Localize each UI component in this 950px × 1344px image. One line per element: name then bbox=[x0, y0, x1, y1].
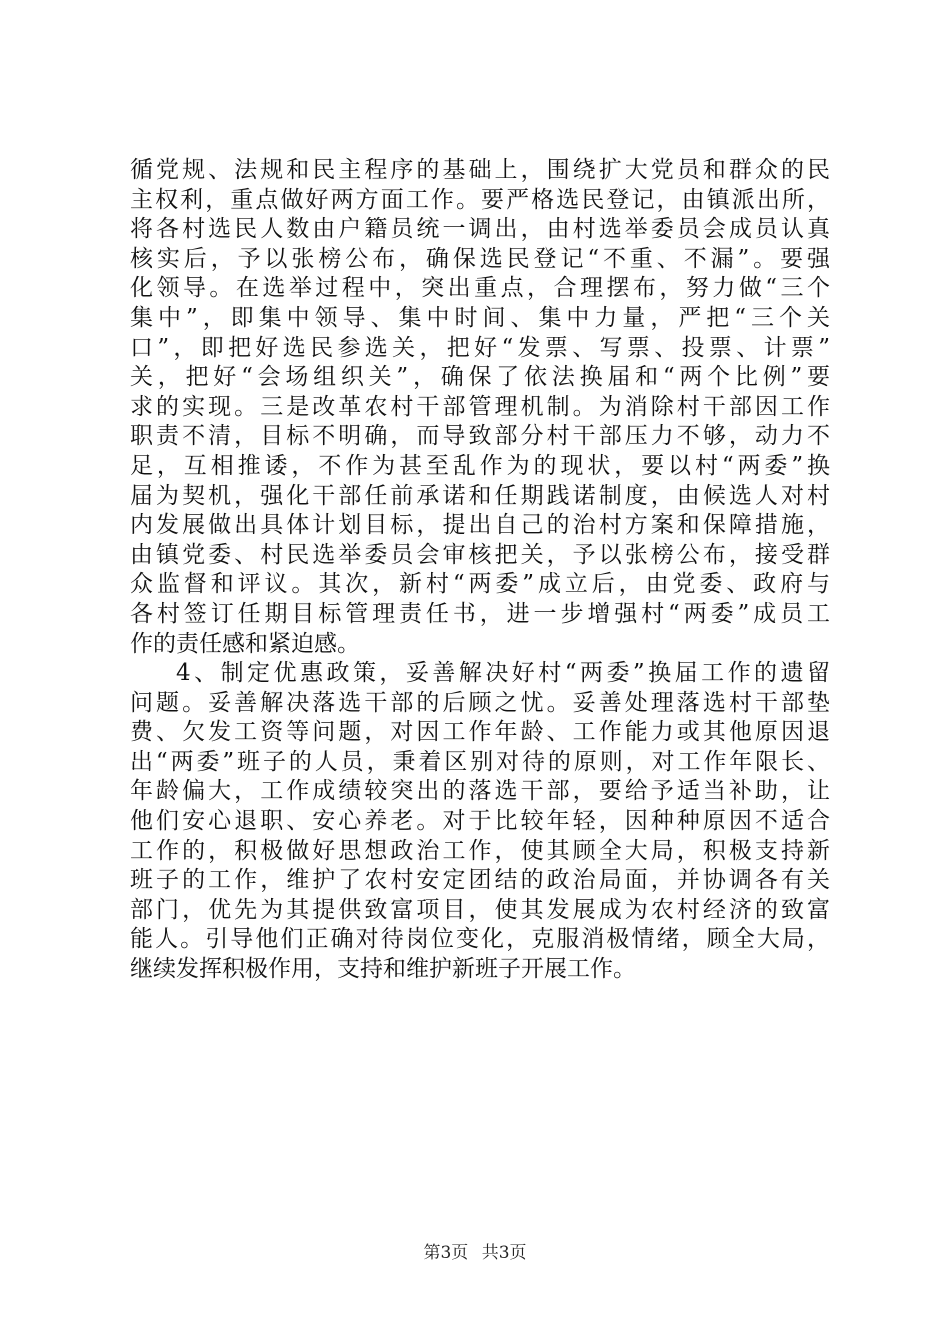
text-line: 口”，即把好选民参选关，把好“发票、写票、投票、计票” bbox=[130, 334, 830, 361]
text-line: 将各村选民人数由户籍员统一调出，由村选举委员会成员认真 bbox=[130, 216, 830, 243]
text-line: 4、制定优惠政策，妥善解决好村“两委”换届工作的遗留 bbox=[176, 660, 830, 687]
text-line: 化领导。在选举过程中，突出重点，合理摆布，努力做“三个 bbox=[130, 275, 830, 302]
text-line: 届为契机，强化干部任前承诺和任期践诺制度，由候选人对村 bbox=[130, 482, 830, 509]
text-line: 由镇党委、村民选举委员会审核把关，予以张榜公布，接受群 bbox=[130, 541, 830, 568]
text-line: 作的责任感和紧迫感。 bbox=[130, 630, 360, 657]
text-line: 继续发挥积极作用，支持和维护新班子开展工作。 bbox=[130, 956, 636, 983]
text-line: 足，互相推诿，不作为甚至乱作为的现状，要以村“两委”换 bbox=[130, 452, 830, 479]
page-total: 共3页 bbox=[481, 1243, 527, 1263]
text-line: 班子的工作，维护了农村安定团结的政治局面，并协调各有关 bbox=[130, 867, 830, 894]
text-line: 各村签订任期目标管理责任书，进一步增强村“两委”成员工 bbox=[130, 600, 830, 627]
text-line: 费、欠发工资等问题，对因工作年龄、工作能力或其他原因退 bbox=[130, 719, 830, 746]
text-line: 主权利，重点做好两方面工作。要严格选民登记，由镇派出所， bbox=[130, 186, 830, 213]
text-line: 关，把好“会场组织关”，确保了依法换届和“两个比例”要 bbox=[130, 364, 830, 391]
page-footer bbox=[0, 1242, 950, 1264]
text-line: 年龄偏大，工作成绩较突出的落选干部，要给予适当补助，让 bbox=[130, 778, 830, 805]
text-line: 部门，优先为其提供致富项目，使其发展成为农村经济的致富 bbox=[130, 896, 830, 923]
text-line: 工作的，积极做好思想政治工作，使其顾全大局，积极支持新 bbox=[130, 837, 830, 864]
text-line: 集中”，即集中领导、集中时间、集中力量，严把“三个关 bbox=[130, 304, 830, 331]
text-line: 循党规、法规和民主程序的基础上，围绕扩大党员和群众的民 bbox=[130, 157, 830, 183]
body-text bbox=[130, 156, 830, 985]
text-line: 众监督和评议。其次，新村“两委”成立后，由党委、政府与 bbox=[130, 571, 830, 598]
text-line: 核实后，予以张榜公布，确保选民登记“不重、不漏”。要强 bbox=[130, 245, 830, 272]
page-number: 第3页 bbox=[423, 1243, 469, 1263]
text-line: 出“两委”班子的人员，秉着区别对待的原则，对工作年限长、 bbox=[130, 748, 830, 775]
text-line: 求的实现。三是改革农村干部管理机制。为消除村干部因工作 bbox=[130, 393, 830, 420]
text-line: 他们安心退职、安心养老。对于比较年轻，因种种原因不适合 bbox=[130, 808, 830, 835]
text-line: 职责不清，目标不明确，而导致部分村干部压力不够，动力不 bbox=[130, 423, 830, 450]
text-line: 内发展做出具体计划目标，提出自己的治村方案和保障措施， bbox=[130, 512, 830, 539]
text-line: 能人。引导他们正确对待岗位变化，克服消极情绪，顾全大局， bbox=[130, 926, 830, 953]
text-line: 问题。妥善解决落选干部的后顾之忧。妥善处理落选村干部垫 bbox=[130, 689, 830, 716]
